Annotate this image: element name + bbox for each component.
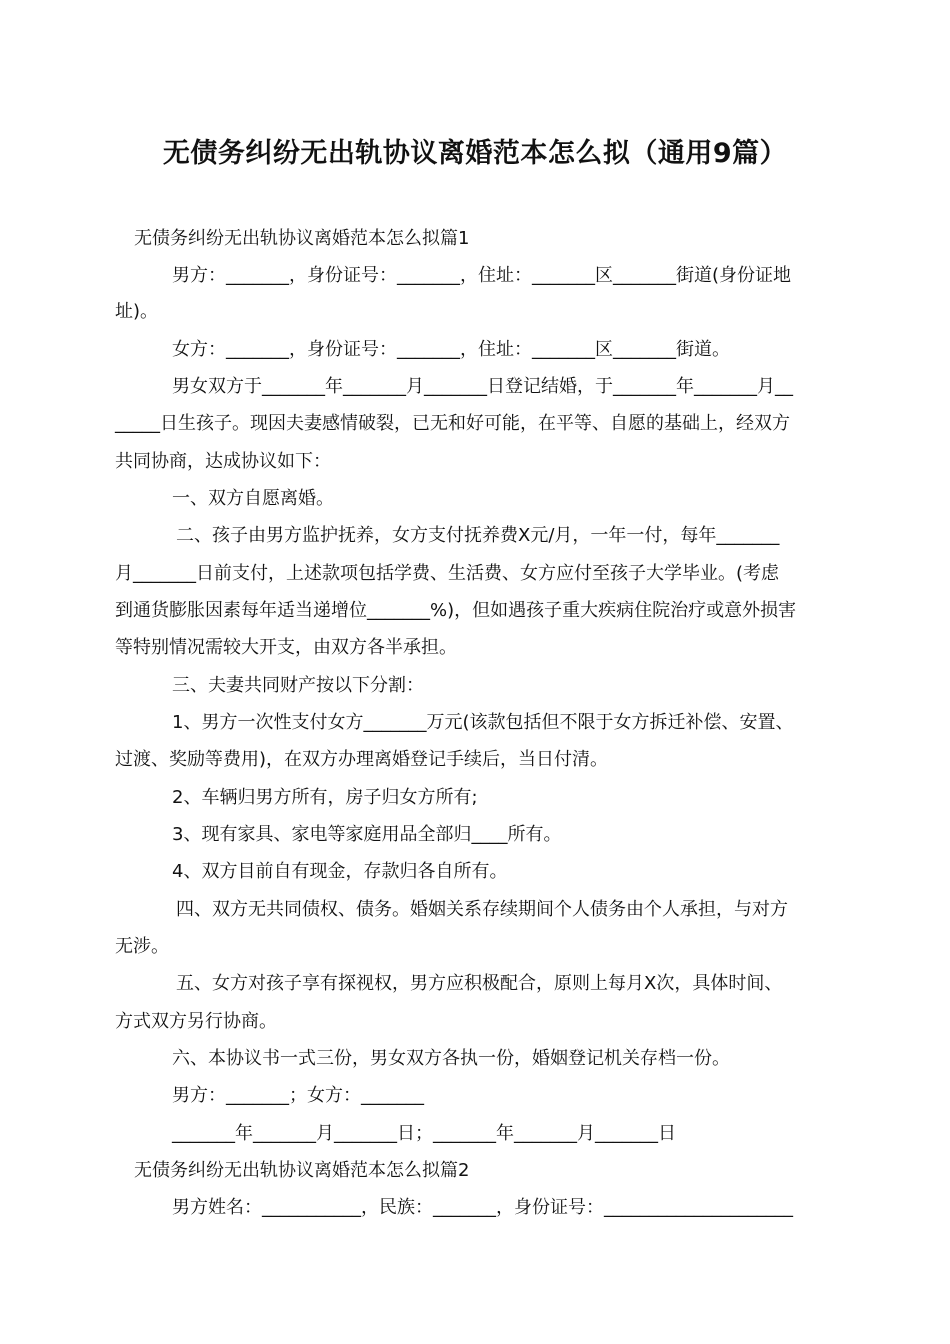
clause-line: 三、夫妻共同财产按以下分割： [172,675,424,696]
paragraph-line: 共同协商，达成协议如下： [115,451,331,472]
clause-line: 过渡、奖励等费用)，在双方办理离婚登记手续后，当日付清。 [115,749,609,770]
paragraph-line: 女方：_______，身份证号：_______，住址：_______区_______街道。 [172,339,730,360]
paragraph-line: 址)。 [115,301,159,322]
clause-line: 一、双方自愿离婚。 [172,488,334,509]
document-title: 无债务纠纷无出轨协议离婚范本怎么拟（通用9篇） [162,138,788,169]
clause-line: 等特别情况需较大开支，由双方各半承担。 [115,637,457,658]
clause-line: 六、本协议书一式三份，男女双方各执一份，婚姻登记机关存档一份。 [172,1048,730,1069]
clause-line: 四、双方无共同债权、债务。婚姻关系存续期间个人债务由个人承担，与对方 [176,899,788,920]
signature-line: 男方：_______；女方：_______ [172,1085,424,1106]
clause-line: 1、男方一次性支付女方_______万元(该款包括但不限于女方拆迁补偿、安置、 [172,712,794,733]
clause-line: 到通货膨胀因素每年适当递增位_______%)，但如遇孩子重大疾病住院治疗或意外损害 [115,600,797,621]
clause-line: 五、女方对孩子享有探视权，男方应积极配合，原则上每月X次，具体时间、 [176,973,783,994]
paragraph-line: _____日生孩子。现因夫妻感情破裂，已无和好可能，在平等、自愿的基础上，经双方 [115,413,790,434]
clause-line: 4、双方目前自有现金，存款归各自所有。 [172,861,508,882]
clause-line: 无涉。 [115,936,169,957]
clause-line: 3、现有家具、家电等家庭用品全部归____所有。 [172,824,562,845]
clause-line: 二、孩子由男方监护抚养，女方支付抚养费X元/月，一年一付，每年_______ [176,525,780,546]
paragraph-line: 男女双方于_______年_______月_______日登记结婚，于_______年_______月__ [172,376,793,397]
section-heading-1: 无债务纠纷无出轨协议离婚范本怎么拟篇1 [134,228,470,249]
paragraph-line: 男方：_______，身份证号：_______，住址：_______区_______街道(身份证地 [172,265,792,286]
paragraph-line: 男方姓名：___________，民族：_______，身份证号：_____________________ [172,1197,793,1218]
section-heading-2: 无债务纠纷无出轨协议离婚范本怎么拟篇2 [134,1160,470,1181]
clause-line: 方式双方另行协商。 [115,1011,277,1032]
clause-line: 月_______日前支付，上述款项包括学费、生活费、女方应付至孩子大学毕业。(考虑 [115,563,780,584]
clause-line: 2、车辆归男方所有，房子归女方所有; [172,787,478,808]
date-line: _______年_______月_______日；_______年_______月_______日 [172,1123,676,1144]
